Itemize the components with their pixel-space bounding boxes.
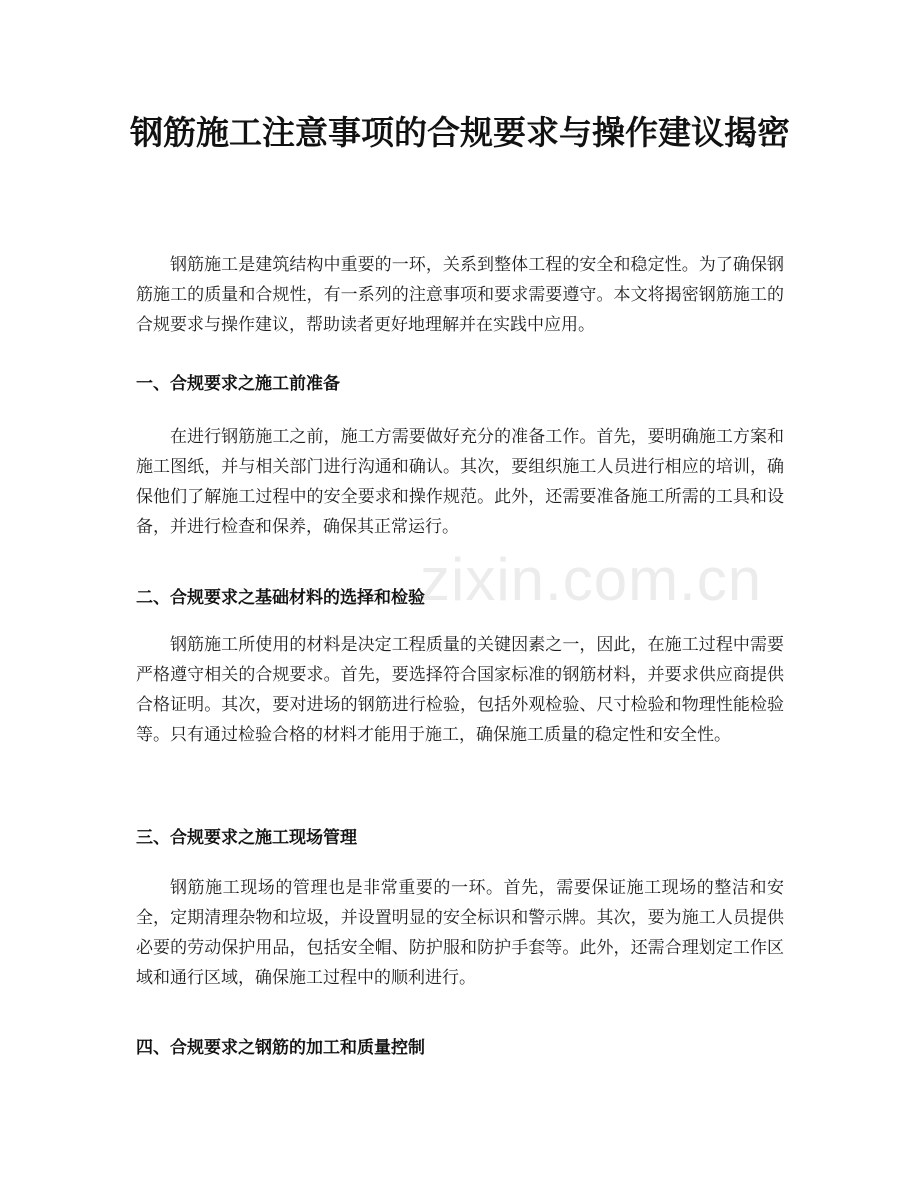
section-4-heading: 四、合规要求之钢筋的加工和质量控制 (136, 1038, 425, 1058)
section-2-heading: 二、合规要求之基础材料的选择和检验 (136, 588, 425, 608)
watermark: zixin.com.cn (420, 546, 763, 613)
section-2-body: 钢筋施工所使用的材料是决定工程质量的关键因素之一，因此，在施工过程中需要严格遵守相关的合规要求。首先，要选择符合国家标准的钢筋材料，并要求供应商提供合格证明。其次，要对进场的钢筋进行检验，包括外观检验、尺寸检验和物理性能检验等。只有通过检验合格的材料才能用于施工，确保施工质量的稳定性和安全性。 (136, 635, 784, 745)
section-1-heading: 一、合规要求之施工前准备 (136, 374, 340, 394)
document-title: 钢筋施工注意事项的合规要求与操作建议揭密 (130, 113, 790, 152)
section-1-body: 在进行钢筋施工之前，施工方需要做好充分的准备工作。首先，要明确施工方案和施工图纸，并与相关部门进行沟通和确认。其次，要组织施工人员进行相应的培训，确保他们了解施工过程中的安全要求和操作规范。此外，还需要准备施工所需的工具和设备，并进行检查和保养，确保其正常运行。 (136, 427, 784, 537)
section-3-heading: 三、合规要求之施工现场管理 (136, 828, 357, 848)
intro-paragraph: 钢筋施工是建筑结构中重要的一环，关系到整体工程的安全和稳定性。为了确保钢筋施工的质量和合规性，有一系列的注意事项和要求需要遵守。本文将揭密钢筋施工的合规要求与操作建议，帮助读者更好地理解并在实践中应用。 (136, 255, 784, 335)
section-3-body: 钢筋施工现场的管理也是非常重要的一环。首先，需要保证施工现场的整洁和安全，定期清理杂物和垃圾，并设置明显的安全标识和警示牌。其次，要为施工人员提供必要的劳动保护用品，包括安全帽、防护服和防护手套等。此外，还需合理划定工作区域和通行区域，确保施工过程中的顺利进行。 (136, 878, 784, 988)
